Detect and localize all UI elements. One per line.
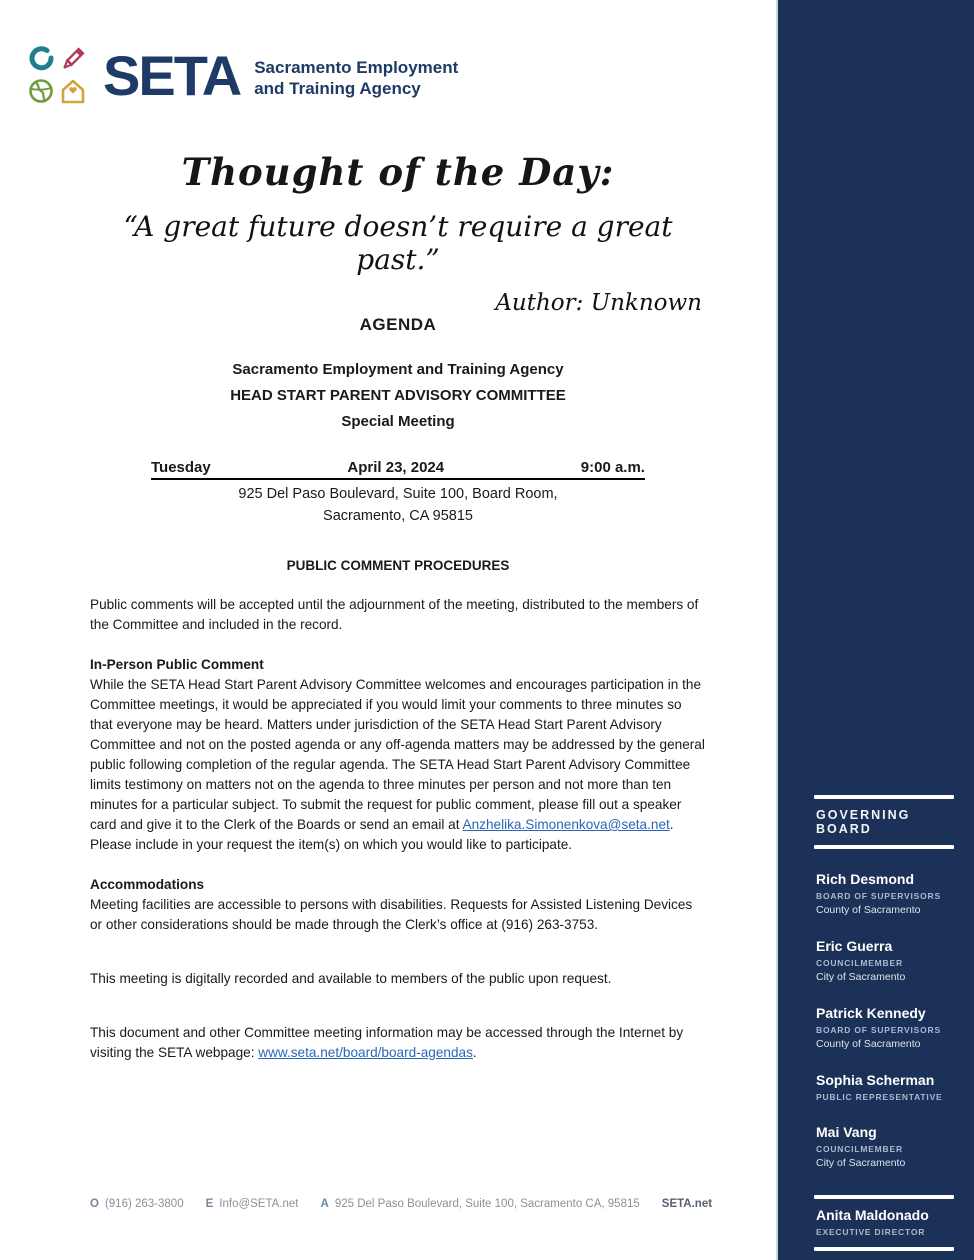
meeting-date-row [151, 459, 645, 480]
board-member [814, 1124, 954, 1169]
footer-email-label: E [205, 1198, 214, 1210]
agenda-org: Sacramento Employment and Training Agency [232, 361, 564, 378]
in-person-text-before: While the SETA Head Start Parent Advisory Committee welcomes and encourages participation in the Committee meetings, it would be appreciated if you would limit your comments to three minutes so that everyone may be heard. Matters under jurisdiction of the SETA Head Start Parent Advisory Committee and not on the posted agenda or any off-agenda matters may be addressed by the general public following completion of the regular agenda. The SETA Head Start Parent Advisory Committee limits testimony on matters not on the agenda to three minutes per person and not more than ten minutes for a particular subject. To submit the request for public comment, please fill out a speaker card and give it to the Clerk of the Boards or send an email at [90, 677, 705, 832]
executive-director-title: EXECUTIVE DIRECTOR [816, 1227, 926, 1237]
meeting-address-line2: Sacramento, CA 95815 [323, 508, 473, 524]
governing-board-sidebar [776, 0, 974, 1260]
pencil-icon [59, 45, 87, 73]
seta-logo [27, 45, 458, 107]
accommodations-text: Meeting facilities are accessible to persons with disabilities. Requests for Assisted Listening Devices or other considerations should be made through the Clerk’s office at (916) 263-3753. [90, 897, 693, 932]
agenda-committee: HEAD START PARENT ADVISORY COMMITTEE [230, 387, 566, 404]
document-body [90, 595, 708, 1083]
in-person-section [90, 655, 708, 855]
board-member-title: COUNCILMEMBER [816, 958, 903, 968]
meeting-time: 9:00 a.m. [580, 459, 645, 476]
page-footer [90, 1198, 740, 1210]
in-person-heading: In-Person Public Comment [90, 657, 264, 672]
meeting-address [90, 483, 706, 527]
executive-director-name: Anita Maldonado [816, 1207, 929, 1223]
divider [814, 1247, 954, 1251]
board-member-org: City of Sacramento [816, 1157, 906, 1169]
board-member-title: BOARD OF SUPERVISORS [816, 1025, 941, 1035]
board-member-name: Sophia Scherman [816, 1072, 935, 1088]
footer-phone [90, 1198, 184, 1210]
circle-arrow-icon [27, 45, 55, 73]
board-member-org: County of Sacramento [816, 904, 921, 916]
public-comment-intro: Public comments will be accepted until the adjournment of the meeting, distributed to the members of the Committee and included in the record. [90, 597, 699, 632]
logo-tagline [254, 53, 458, 99]
agenda-title: AGENDA [359, 315, 437, 334]
agenda-header [90, 315, 706, 527]
board-member-org: County of Sacramento [816, 1038, 921, 1050]
public-comment-heading: PUBLIC COMMENT PROCEDURES [286, 558, 510, 573]
webpage-text-after: . [472, 1045, 477, 1060]
board-member-name: Mai Vang [816, 1124, 877, 1140]
thought-heading: Thought of the Day: [181, 150, 615, 194]
board-member-org: City of Sacramento [816, 971, 906, 983]
clerk-email-link[interactable]: Anzhelika.Simonenkova@seta.net [462, 817, 670, 832]
governing-board-heading: GOVERNING BOARD [816, 808, 911, 836]
board-member [814, 1072, 954, 1102]
board-member-name: Rich Desmond [816, 871, 915, 887]
board-agendas-link[interactable]: www.seta.net/board/board-agendas [258, 1045, 473, 1060]
footer-address-label: A [320, 1198, 329, 1210]
governing-board-block [814, 795, 954, 1251]
thought-quote: “A great future doesn’t require a great past.” [123, 210, 673, 276]
logo-tagline-line1: Sacramento Employment [254, 58, 459, 77]
footer-site-link[interactable]: SETA.net [661, 1198, 713, 1210]
board-member [814, 871, 954, 916]
logo-tagline-line2: and Training Agency [254, 79, 421, 98]
accommodations-section [90, 875, 708, 935]
footer-phone-value: (916) 263-3800 [104, 1198, 184, 1210]
meeting-day: Tuesday [151, 459, 211, 476]
board-member-title: BOARD OF SUPERVISORS [816, 891, 941, 901]
board-member [814, 938, 954, 983]
agenda-meeting-type: Special Meeting [341, 413, 455, 430]
house-icon [59, 77, 87, 105]
footer-email [206, 1198, 299, 1210]
board-member-title: COUNCILMEMBER [816, 1144, 903, 1154]
executive-director-block [814, 1195, 954, 1251]
board-member-name: Patrick Kennedy [816, 1005, 926, 1021]
meeting-address-line1: 925 Del Paso Boulevard, Suite 100, Board Room, [238, 486, 558, 502]
logo-wordmark: SETA [103, 44, 241, 107]
in-person-text-after: . Please include in your request the item(s) on which you would like to participate. [90, 817, 674, 852]
board-member-name: Eric Guerra [816, 938, 893, 954]
recording-text: This meeting is digitally recorded and available to members of the public upon request. [90, 971, 612, 986]
globe-icon [27, 77, 55, 105]
logo-icon-grid [27, 45, 89, 107]
meeting-date: April 23, 2024 [347, 459, 445, 476]
thought-of-the-day [90, 150, 706, 316]
board-member-title: PUBLIC REPRESENTATIVE [816, 1092, 943, 1102]
in-person-paragraph [90, 675, 708, 855]
divider [814, 845, 954, 849]
footer-phone-label: O [90, 1198, 99, 1210]
board-member [814, 1005, 954, 1050]
accommodations-heading: Accommodations [90, 877, 205, 892]
webpage-paragraph [90, 1023, 708, 1063]
footer-address-value: 925 Del Paso Boulevard, Suite 100, Sacramento CA, 95815 [334, 1198, 640, 1210]
footer-email-value: Info@SETA.net [219, 1198, 299, 1210]
webpage-text-before: This document and other Committee meeting information may be accessed through the Internet by visiting the SETA webpage: [90, 1025, 684, 1060]
footer-address [321, 1198, 640, 1210]
thought-author: Author: Unknown [495, 290, 702, 316]
